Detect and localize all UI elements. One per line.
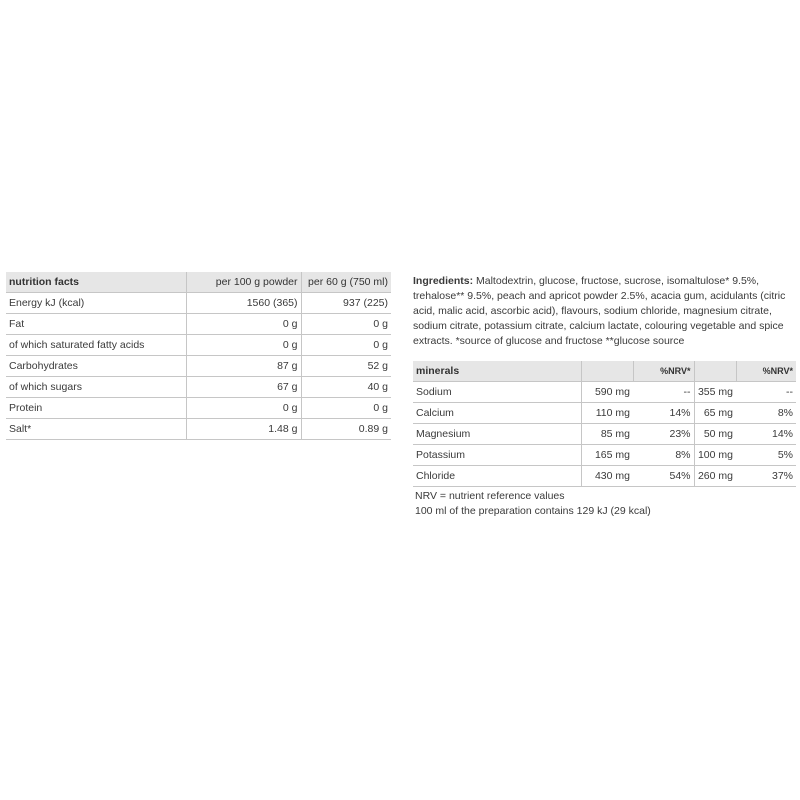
mineral-name: Potassium [413,445,581,466]
nrv-note: NRV = nutrient reference values [415,490,565,502]
value-per-100g: 0 g [186,398,301,419]
mineral-nrv-1: 8% [633,445,694,466]
nutrient-name: Protein [6,398,186,419]
mineral-nrv-2: -- [736,382,796,403]
mineral-name: Chloride [413,466,581,487]
mineral-name: Calcium [413,403,581,424]
mineral-nrv-2: 37% [736,466,796,487]
mineral-nrv-2: 14% [736,424,796,445]
mineral-amount-2: 65 mg [694,403,736,424]
table-row [6,419,391,440]
table-header-row [6,272,391,293]
mineral-amount-1: 85 mg [581,424,633,445]
value-per-100g: 87 g [186,356,301,377]
value-per-60g: 40 g [301,377,391,398]
mineral-amount-2: 100 mg [694,445,736,466]
value-per-60g: 0 g [301,314,391,335]
value-per-60g: 937 (225) [301,293,391,314]
table-row [413,382,796,403]
table-row [6,398,391,419]
mineral-name: Magnesium [413,424,581,445]
nutrient-name: of which sugars [6,377,186,398]
table-row [6,377,391,398]
value-per-60g: 0 g [301,398,391,419]
value-per-100g: 67 g [186,377,301,398]
mineral-amount-2: 50 mg [694,424,736,445]
ingredients-panel [413,272,796,519]
value-per-100g: 1.48 g [186,419,301,440]
nutrient-name: of which saturated fatty acids [6,335,186,356]
mineral-nrv-2: 8% [736,403,796,424]
table-row [413,424,796,445]
value-per-60g: 0.89 g [301,419,391,440]
table-row [413,466,796,487]
value-per-60g: 52 g [301,356,391,377]
mineral-nrv-1: 14% [633,403,694,424]
header-minerals: minerals [413,361,581,382]
nutrition-facts-panel [6,272,391,440]
header-nrv-1: %NRV* [633,361,694,382]
ingredients-label: Ingredients: [413,275,474,287]
value-per-100g: 1560 (365) [186,293,301,314]
table-row [6,314,391,335]
header-amount-1 [581,361,633,382]
nutrition-facts-table [6,272,391,440]
mineral-nrv-2: 5% [736,445,796,466]
table-header-row [413,361,796,382]
minerals-table [413,361,796,487]
mineral-amount-1: 430 mg [581,466,633,487]
header-per-60g: per 60 g (750 ml) [301,272,391,293]
header-per-100g: per 100 g powder [186,272,301,293]
preparation-note: 100 ml of the preparation contains 129 kJ (29 kcal) [415,505,651,517]
header-nutrition-facts: nutrition facts [6,272,186,293]
table-row [413,445,796,466]
nutrient-name: Energy kJ (kcal) [6,293,186,314]
mineral-amount-1: 165 mg [581,445,633,466]
ingredients-paragraph [413,272,796,349]
table-row [6,293,391,314]
mineral-amount-2: 260 mg [694,466,736,487]
table-row [413,403,796,424]
table-row [6,356,391,377]
header-amount-2 [694,361,736,382]
mineral-nrv-1: 23% [633,424,694,445]
mineral-nrv-1: 54% [633,466,694,487]
nutrient-name: Salt* [6,419,186,440]
header-nrv-2: %NRV* [736,361,796,382]
value-per-100g: 0 g [186,314,301,335]
mineral-name: Sodium [413,382,581,403]
value-per-60g: 0 g [301,335,391,356]
mineral-amount-2: 355 mg [694,382,736,403]
value-per-100g: 0 g [186,335,301,356]
mineral-nrv-1: -- [633,382,694,403]
mineral-amount-1: 590 mg [581,382,633,403]
ingredients-text: Maltodextrin, glucose, fructose, sucrose, isomaltulose* 9.5%, trehalose** 9.5%, peach and apricot powder 2.5%, acacia gum, acidulants (citric acid, malic acid, ascorbic acid), flavours, sodium chloride, magnesium citrate, sodium citrate, potassium citrate, calcium lactate, colouring vegetable and spice extracts. *source of glucose and fructose **glucose source [413,275,786,347]
nutrient-name: Carbohydrates [6,356,186,377]
nutrient-name: Fat [6,314,186,335]
table-row [6,335,391,356]
mineral-amount-1: 110 mg [581,403,633,424]
